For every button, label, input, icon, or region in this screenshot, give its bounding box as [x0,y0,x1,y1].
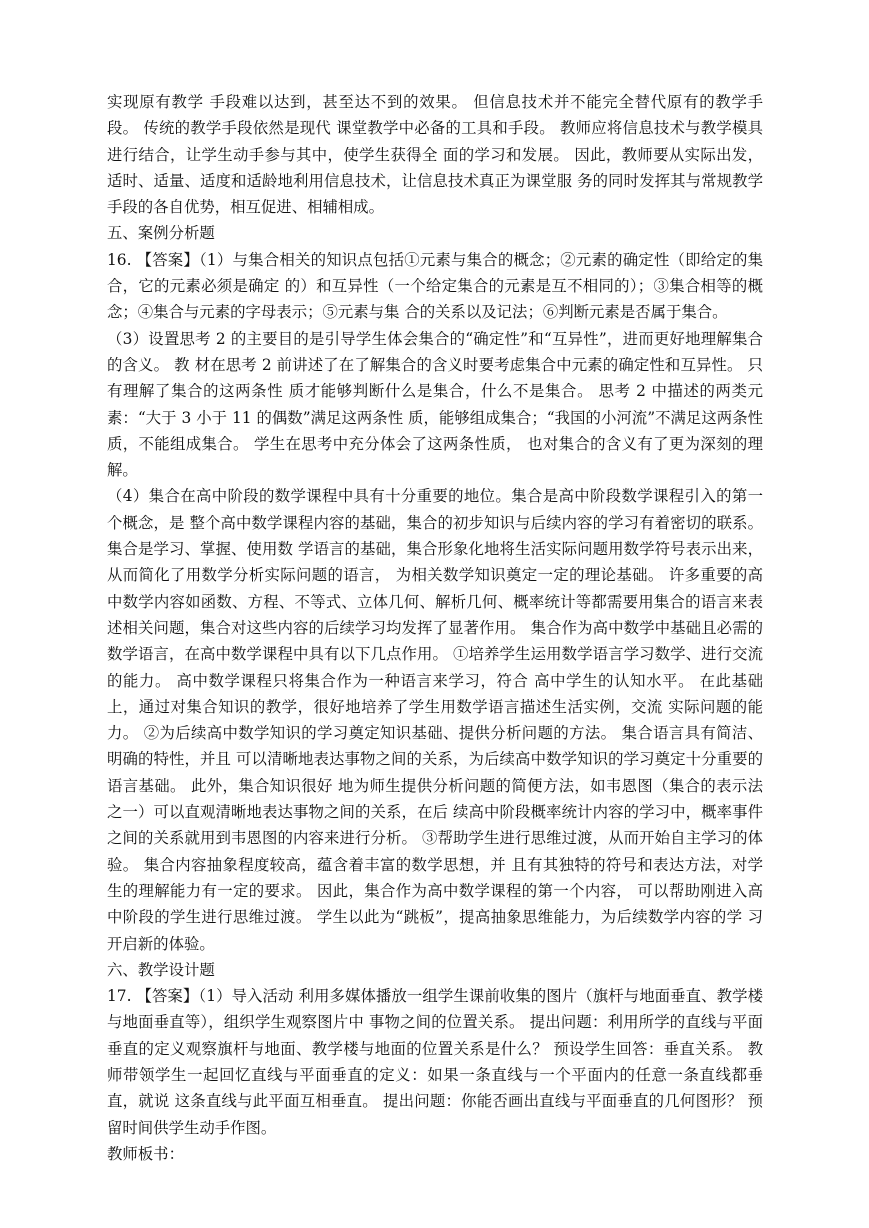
section-heading-teaching-design: 六、教学设计题 [107,960,215,979]
answer-17-part-1: 17. 【答案】（1）导入活动 利用多媒体播放一组学生课前收集的图片（旗杆与地面垂直、教学楼与地面垂直等），组织学生观察图片中 事物之间的位置关系。 提出问题：利用所学的直线与平面垂直的定义观察旗杆与地面、教学楼与地面的位置关系是什么？ 预设学生回答：垂直关系。 教师带领学生一起回忆直线与平面垂直的定义：如果一条直线与一个平面内的任意一条直线都垂直，就说 这条直线与此平面互相垂直。 提出问题：你能否画出直线与平面垂直的几何图形？ 预留时间供学生动手作图。 [107,987,763,1137]
answer-16-part-3: （3）设置思考 2 的主要目的是引导学生体会集合的“确定性”和“互异性”，进而更好地理解集合的含义。 教 材在思考 2 前讲述了在了解集合的含义时要考虑集合中元素的确定性和互异性。 只有理解了集合的这两条性 质才能够判断什么是集合，什么不是集合。 思考 2 中描述的两类元素：“大于 3 小于 11 的偶数”满足这两条性 质，能够组成集合；“我国的小河流”不满足这两条性质，不能组成集合。 学生在思考中充分体会了这两条性质， 也对集合的含义有了更为深刻的理解。 [107,329,763,480]
answer-16-part-4: （4）集合在高中阶段的数学课程中具有十分重要的地位。集合是高中阶段数学课程引入的第一个概念，是 整个高中数学课程内容的基础，集合的初步知识与后续内容的学习有着密切的联系。 集合是学习、掌握、使用数 学语言的基础，集合形象化地将生活实际问题用数学符号表示出来，从而简化了用数学分析实际问题的语言， 为相关数学知识奠定一定的理论基础。 许多重要的高中数学内容如函数、方程、不等式、立体几何、解析几何、概率统计等都需要用集合的语言来表述相关问题，集合对这些内容的后续学习均发挥了显著作用。 集合作为高中数学中基础且必需的数学语言，在高中数学课程中具有以下几点作用。 ①培养学生运用数学语言学习数学、进行交流的能力。 高中数学课程只将集合作为一种语言来学习，符合 高中学生的认知水平。 在此基础上，通过对集合知识的教学，很好地培养了学生用数学语言描述生活实例，交流 实际问题的能力。 ②为后续高中数学知识的学习奠定知识基础、提供分析问题的方法。 集合语言具有简洁、明确的特性，并且 可以清晰地表达事物之间的关系，为后续高中数学知识的学习奠定十分重要的语言基础。 此外，集合知识很好 地为师生提供分析问题的简便方法，如韦恩图（集合的表示法之一）可以直观清晰地表达事物之间的关系，在后 续高中阶段概率统计内容的学习中，概率事件之间的关系就用到韦恩图的内容来进行分析。 ③帮助学生进行思维过渡，从而开始自主学习的体验。 集合内容抽象程度较高，蕴含着丰富的数学思想，并 且有其独特的符号和表达方法，对学生的理解能力有一定的要求。 因此，集合作为高中数学课程的第一个内容， 可以帮助刚进入高中阶段的学生进行思维过渡。 学生以此为“跳板”，提高抽象思维能力，为后续数学内容的学 习开启新的体验。 [107,487,763,953]
paragraph-info-tech-conclusion: 实现原有教学 手段难以达到，甚至达不到的效果。 但信息技术并不能完全替代原有的教学手段。 传统的教学手段依然是现代 课堂教学中必备的工具和手段。 教师应将信息技术与教学模具进行结合，让学生动手参与其中，使学生获得全 面的学习和发展。 因此，教师要从实际出发，适时、适量、适度和适龄地利用信息技术，让信息技术真正为课堂服 务的同时发挥其与常规教学手段的各自优势，相互促进、相辅相成。 [107,93,763,217]
section-heading-case-analysis: 五、案例分析题 [107,224,215,243]
teacher-blackboard-label: 教师板书： [107,1144,184,1163]
answer-16-part-1: 16. 【答案】（1）与集合相关的知识点包括①元素与集合的概念；②元素的确定性（即给定的集合，它的元素必须是确定 的）和互异性（一个给定集合的元素是互不相同的）；③集合相等的概念；④集合与元素的字母表示；⑤元素与集 合的关系以及记法；⑥判断元素是否属于集合。 [107,250,763,322]
document-page [107,89,763,1167]
